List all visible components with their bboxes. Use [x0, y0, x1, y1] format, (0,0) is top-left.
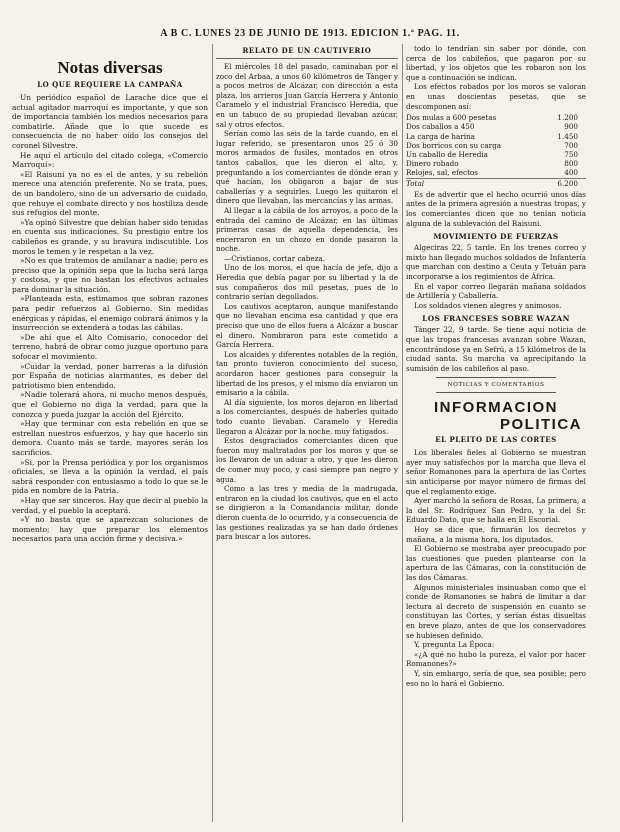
column-rule — [402, 44, 403, 822]
item-amount: 900 — [564, 122, 578, 132]
divider — [216, 58, 398, 59]
paragraph: Estos desgraciados comerciantes dicen que fueron muy maltratados por los moros y que se los llevaron de un aduar a otro, y que les dieron de comer muy poco, y casi siempre pan negro y agua. — [216, 436, 398, 484]
paragraph: todo lo tendrían sin saber por dónde, con cerca de los cabileños, que pagaron por su libertad, y los objetos que les robaron son los que a continuación se indican. — [406, 44, 586, 82]
table-row — [406, 168, 586, 178]
movement-title: MOVIMIENTO DE FUERZAS — [433, 232, 559, 242]
paragraph: »Hay que ser sinceros. Hay que decir al pueblo la verdad, y el pueblo la aceptará. — [12, 495, 208, 515]
paragraph: Algunos ministeriales insinuaban como que el conde de Romanones se habrá de limitar a dar lectura al decreto de suspensión en cuanto se constituyan las Cortes, y serían éstas disueltas en breve plazo, antes de que los conservadores se hubiesen definido. — [406, 582, 586, 640]
column-notas-diversas — [12, 44, 208, 824]
headline-informacion: INFORMACION — [434, 399, 558, 417]
item-amount: 800 — [564, 159, 578, 169]
paragraph: Los alcaides y diferentes notables de la región, tan pronto tuvieron conocimiento del suceso, acordaron hacer gestiones para conseguir la libertad de los presos, y el mismo día enviaron un emisario a la cábila. — [216, 349, 398, 398]
total-row — [406, 178, 586, 188]
article-body — [216, 62, 398, 542]
paragraph: Los liberales fieles al Gobierno se muestran ayer muy satisfechos por la marcha que lleva el señor Romanones para la apertura de las Cortes sin anticiparse por mayor número de firmas del que el reglamento exige. — [406, 448, 586, 496]
item-amount: 1.200 — [557, 113, 578, 123]
column-rule — [212, 44, 213, 822]
table-row — [406, 150, 586, 159]
paragraph: Un periódico español de Larache dice que el actual agitador marroquí es importante, y que son de importancia también los medios necesarios para combatirle. Añade que lo que sucede es consecuencia de no haber oído los consejos del coronel Silvestre. — [12, 93, 208, 150]
item-name: Dos caballos a 450 — [406, 122, 475, 132]
paragraph: Tánger 22, 9 tarde. Se tiene aquí noticia de que las tropas francesas avanzan sobre Wazan, encontrándose ya en Sefrú, a 15 kilómetros de la ciudad santa. Su marcha va aprecipitando la sumisión de los cabileños al paso. — [406, 325, 586, 373]
item-name: Un caballo de Heredia — [406, 149, 488, 159]
table-row — [406, 132, 586, 141]
paragraph: »Cuidar la verdad, poner barreras a la difusión por España de noticias alarmantes, es deber del patriotismo bien entendido. — [12, 361, 208, 390]
paragraph: »Y no basta que se aparezcan soluciones de momento; hay que preparar los elementos necesarios para una acción firme y decisiva.» — [12, 515, 208, 544]
paragraph: »Ya opinó Silvestre que debían haber sido tenidas en cuenta sus indicaciones. Su prestigio entre los cabileños es grande, y su bravura indiscutible. Los moros le temen y le respetan a la vez. — [12, 217, 208, 256]
total-label: Total — [406, 178, 544, 188]
politics-subtitle: EL PLEITO DE LAS CORTES — [435, 435, 557, 445]
paragraph: El miércoles 18 del pasado, caminaban por el zoco del Arbaa, a unos 60 kilómetros de Tánger y a pocos metros de Alcázar, con dirección a esta plaza, los arrieros Juan García Herrera y Antonio Caramelo y el industrial Francisco Heredia, que en un tabuco de su propiedad llevaban azúcar, sal y otros efectos. — [216, 62, 398, 129]
page-header — [0, 0, 620, 40]
section-title: Notas diversas — [57, 58, 163, 77]
paragraph: »Nadie tolerará ahora, ni mucho menos después, que el Gobierno no diga la verdad, para que la conozca y pueda juzgar la acción del Ejército. — [12, 390, 208, 419]
paragraph: El Gobierno se mostraba ayer preocupado por las cuestiones que pueden plantearse con la apertura de las Cámaras, con la constitución de las dos Cámaras. — [406, 544, 586, 582]
article-body — [12, 93, 208, 544]
paragraph: Ayer marchó la señora de Rosas, La primera, a la del Sr. Rodríguez San Pedro, y la del Sr. Eduardo Dato, que se halla en El Escorial. — [406, 496, 586, 525]
paragraph: Los soldados vienen alegres y animosos. — [414, 300, 562, 310]
paragraph: «¿A qué no hubo la pureza, el valor por hacer Romanones?» — [406, 649, 586, 669]
divider — [436, 377, 556, 378]
section-title: RELATO DE UN CAUTIVERIO — [242, 46, 372, 55]
header-text: A B C. LUNES 23 DE JUNIO DE 1913. EDICION 1.ª PAG. 11. — [160, 28, 460, 39]
paragraph: He aquí el artículo del citado colega, «Comercio Marroquí»: — [12, 150, 208, 170]
item-amount: 400 — [564, 168, 578, 178]
paragraph: »Si, por la Prensa periódica y por los organismos oficiales, se lleva a la opinión la verdad, el país sabrá responder con entusiasmo a todo lo que se le pida en nombre de la Patria. — [12, 457, 208, 496]
column-relato-cautiverio — [216, 44, 398, 824]
paragraph: Hoy se dice que, firmarán los decretos y mañana, a la misma hora, los diputados. — [406, 525, 586, 544]
paragraph: Es de advertir que el hecho ocurrió unos días antes de la primera agresión a nuestras tropas, y los comerciantes dicen que no tenían noticia alguna de la sublevación del Raisuni. — [406, 189, 586, 228]
item-name: Dos mulas a 600 pesetas — [406, 113, 497, 123]
item-amount: 1.450 — [557, 131, 578, 141]
paragraph: »De ahí que el Alto Comisario, conocedor del terreno, habrá de obrar como juzgue oportuno para sofocar el movimiento. — [12, 332, 208, 362]
paragraph: Uno de los moros, el que hacía de jefe, dijo a Heredia que debía pagar por su libertad y la de sus compañeros dos mil pesetas, pues de lo contrario serían degollados. — [216, 263, 398, 302]
paragraph: Al llegar a la cábila de los arroyos, a poco de la entrada del camino de Alcázar, en las últimas primeras casas de aquella dependencia, les encerraron en un chozo en donde pasaron la noche. — [216, 205, 398, 254]
item-amount: 700 — [564, 140, 578, 150]
item-name: Relojes, sal, efectos — [406, 168, 478, 178]
paragraph: »No es que tratemos de amilanar a nadie; pero es preciso que la opinión sepa que la lucha será larga y costosa, y que no bastan los efectivos actuales para dominar la situación. — [12, 256, 208, 294]
table-row — [406, 113, 586, 122]
item-name: Dos borricos con su carga — [406, 140, 501, 150]
headline-politica: POLITICA — [500, 416, 582, 434]
item-name: Dinero robado — [406, 159, 459, 169]
paragraph: Los efectos robados por los moros se valoran en unas doscientas pesetas, que se descomponen así: — [406, 82, 586, 111]
divider — [436, 392, 556, 393]
paragraph: »Planteada esta, estimamos que sobran razones para pedir refuerzos al Gobierno. Sin medidas enérgicas y rápidas, el enemigo cobrará ánimos y la insurrección se extenderá a todas las cábilas. — [12, 294, 208, 333]
paragraph: En el vapor correo llegarán mañana soldados de Artillería y Caballería. — [406, 281, 586, 301]
table-row — [406, 159, 586, 168]
total-value: 6.200 — [544, 178, 586, 188]
item-name: La carga de harina — [406, 131, 475, 141]
small-section-title: NOTICIAS Y COMENTARIOS — [447, 382, 545, 389]
paragraph: »Hay que terminar con esta rebelión en que se estrellan nuestros esfuerzos, y hay que hacerlo sin demora. Cuanto más se tarde, mayores serán los sacrificios. — [12, 419, 208, 457]
table-row — [406, 122, 586, 131]
paragraph: —Cristianos, cortar cabeza. — [224, 253, 326, 263]
paragraph: Al día siguiente, los moros dejaron en libertad a los comerciantes, después de haberles quitado todo cuanto llevaban. Caramelo y Heredia llegaron a Alcázar por la noche, muy fatigados. — [216, 397, 398, 436]
paragraph: Y, pregunta La Época: — [414, 640, 495, 650]
column-right — [406, 44, 586, 824]
paragraph: Como a las tres y media de la madrugada, entraron en la ciudad los cautivos, que en el acto se dirigieron a la Comandancia militar, donde dieron cuenta de lo ocurrido, y a consecuencia de las gestiones realizadas ya se han dado órdenes para buscar a los autores. — [216, 484, 398, 542]
paragraph: «El Raisuni ya no es el de antes, y su rebelión merece una atención preferente. No se trata, pues, de un bandolero, sino de un adversario de cuidado, que rehuye el combate directo y nos hostiliza desde sus refugios del monte. — [12, 169, 208, 218]
paragraph: Los cautivos aceptaron, aunque manifestando que no llevaban encima esa cantidad y que era preciso que uno de ellos fuera a Alcázar a buscar el dinero. Nombraron para este cometido a García Herrera. — [216, 301, 398, 350]
french-title: LOS FRANCESES SOBRE WAZAN — [422, 314, 570, 324]
paragraph: Algeciras 22, 5 tarde. En los trenes correo y mixto han llegado muchos soldados de Infantería que marchan con destino a Ceuta y Tetuán para incorporarse a los regimientos de África. — [406, 243, 586, 281]
item-amount: 750 — [564, 149, 578, 159]
paragraph: Y, sin embargo, sería de que, sea posible; pero eso no lo hará el Gobierno. — [406, 668, 586, 688]
paragraph: Serían como las seis de la tarde cuando, en el lugar referido, se presentaron unos 25 ó 30 moros armados de fusiles, montados en otros tantos caballos, que les dieron el alto, y, preguntando a los comerciantes de dónde eran y qué hacían, los obligaron a bajar de sus caballerías y a seguirles. Luego les quitaron el dinero que llevaban, las mercancías y las armas. — [216, 129, 398, 206]
section-subtitle: LO QUE REQUIERE LA CAMPAÑA — [37, 80, 183, 89]
table-row — [406, 141, 586, 150]
stolen-items-table — [406, 113, 586, 188]
